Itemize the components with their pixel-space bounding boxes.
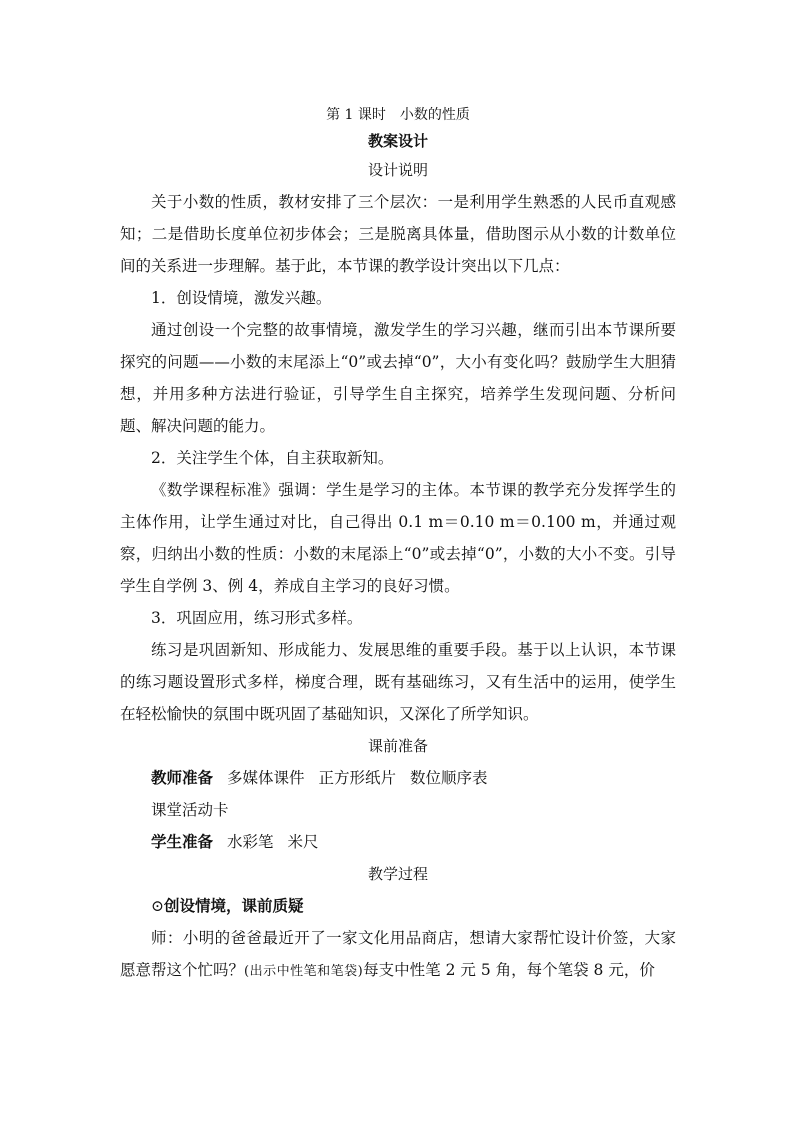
circle-dot-icon: ⊙: [151, 897, 164, 915]
student-preparation-label: 学生准备: [151, 832, 214, 851]
sub-heading: 设计说明: [367, 161, 428, 179]
student-item: 水彩笔: [227, 833, 274, 851]
process-heading: 教学过程: [367, 865, 428, 883]
dialog-stage-note: (出示中性笔和笔袋): [244, 964, 364, 979]
teacher-preparation: [120, 762, 676, 794]
process-section-title: [120, 890, 676, 922]
teacher-item: 正方形纸片: [318, 769, 397, 787]
student-item: 米尺: [287, 833, 319, 851]
teacher-item: 多媒体课件: [227, 769, 305, 787]
process-section-title-text: 创设情境，课前质疑: [164, 896, 304, 915]
point2-body: 《数学课程标准》强调：学生是学习的主体。本节课的教学充分发挥学生的主体作用，让学生通过对比，自己得出 0.1 m＝0.10 m＝0.100 m，并通过观察，归纳出小数的性质：小数的末尾添上“0”或去掉“0”，小数的大小不变。引导学生自学例 3、例 4，养成自主学习的良好习惯。: [120, 481, 676, 595]
dialog-start: 师：小明的爸爸最近开了一家文化用品商店，想请大家帮忙设计价签，大家愿意帮这个忙吗？: [120, 929, 676, 979]
dialog-end: 每支中性笔 2 元 5 角，每个笔袋 8 元，价: [363, 961, 655, 979]
preparation-heading: 课前准备: [367, 737, 428, 755]
point1-body: 通过创设一个完整的故事情境，激发学生的学习兴趣，继而引出本节课所要探究的问题——小数的末尾添上“0”或去掉“0”，大小有变化吗？鼓励学生大胆猜想，并用多种方法进行验证，引导学生自主探究，培养学生发现问题、分析问题、解决问题的能力。: [120, 321, 676, 435]
teacher-preparation-extra: 课堂活动卡: [151, 801, 229, 819]
teacher-item: 数位顺序表: [410, 769, 488, 787]
lesson-title: 第 1 课时 小数的性质: [326, 107, 470, 123]
student-preparation: [120, 826, 676, 858]
teacher-dialog-paragraph: [120, 922, 676, 988]
main-heading: 教案设计: [367, 132, 428, 150]
point2-title: 2．关注学生个体，自主获取新知。: [151, 449, 394, 467]
point3-body: 练习是巩固新知、形成能力、发展思维的重要手段。基于以上认识，本节课的练习题设置形式多样，梯度合理，既有基础练习，又有生活中的运用，使学生在轻松愉快的氛围中既巩固了基础知识，又深化了所学知识。: [120, 641, 676, 723]
point3-title: 3．巩固应用，练习形式多样。: [151, 609, 363, 627]
teacher-preparation-label: 教师准备: [151, 768, 214, 787]
point1-title: 1．创设情境，激发兴趣。: [151, 289, 332, 307]
design-intro-paragraph: 关于小数的性质，教材安排了三个层次：一是利用学生熟悉的人民币直观感知；二是借助长度单位初步体会；三是脱离具体量，借助图示从小数的计数单位间的关系进一步理解。基于此，本节课的教学设计突出以下几点：: [120, 193, 676, 275]
document-content: [120, 102, 676, 988]
